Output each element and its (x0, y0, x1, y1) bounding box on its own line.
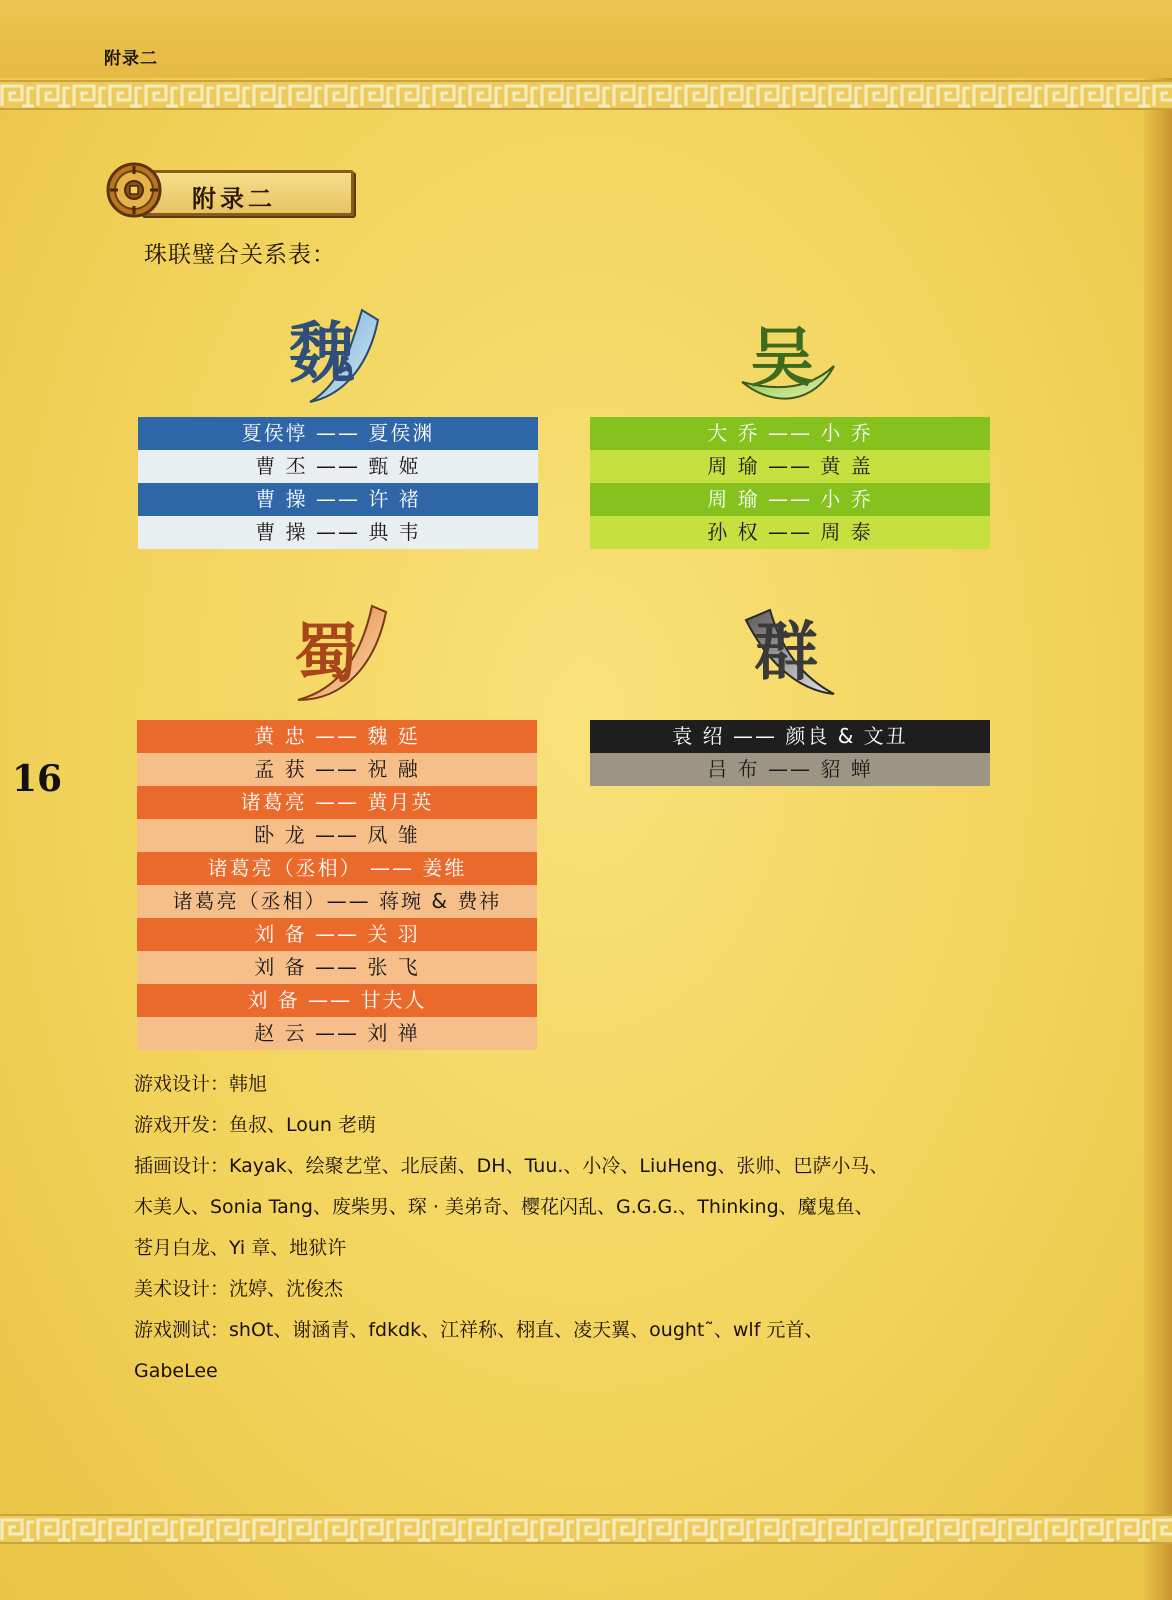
wei-emblem-glyph: 魏 (289, 314, 355, 392)
wu-relation-table (590, 417, 990, 549)
page-spine-edge (1144, 0, 1172, 1600)
table-row: 曹 操 —— 典 韦 (138, 516, 538, 549)
greek-key-border-top (0, 80, 1172, 110)
table-row: 刘 备 —— 甘夫人 (137, 984, 537, 1017)
qun-emblem (726, 590, 846, 710)
table-row: 曹 丕 —— 甄 姬 (138, 450, 538, 483)
table-row: 孟 获 —— 祝 融 (137, 753, 537, 786)
table-row: 诸葛亮 —— 黄月英 (137, 786, 537, 819)
table-row: 周 瑜 —— 小 乔 (590, 483, 990, 516)
page-number: 16 (12, 758, 63, 800)
credit-line: 游戏测试：shOt、谢涵青、fdkdk、江祥称、栩直、凌天翼、ought˜、wlf 元首、 (134, 1319, 824, 1341)
credit-line: GabeLee (134, 1360, 218, 1382)
table-row: 黄 忠 —— 魏 延 (137, 720, 537, 753)
table-row: 诸葛亮（丞相） —— 姜维 (137, 852, 537, 885)
table-row: 诸葛亮（丞相）—— 蒋琬 & 费祎 (137, 885, 537, 918)
credit-line: 游戏设计：韩旭 (134, 1073, 268, 1095)
table-row: 周 瑜 —— 黄 盖 (590, 450, 990, 483)
table-row: 吕 布 —— 貂 蝉 (590, 753, 990, 786)
badge-title: 附录二 (192, 185, 276, 213)
wei-relation-table (138, 417, 538, 549)
section-badge (106, 162, 350, 218)
running-header: 附录二 (104, 49, 158, 69)
shu-emblem (272, 592, 392, 712)
table-row: 夏侯惇 —— 夏侯渊 (138, 417, 538, 450)
table-row: 刘 备 —— 关 羽 (137, 918, 537, 951)
table-row: 大 乔 —— 小 乔 (590, 417, 990, 450)
wei-emblem (270, 290, 390, 410)
qun-relation-table (590, 720, 990, 786)
table-row: 刘 备 —— 张 飞 (137, 951, 537, 984)
credit-line: 木美人、Sonia Tang、废柴男、琛 · 美弟奇、樱花闪乱、G.G.G.、Thinking、魔鬼鱼、 (134, 1196, 874, 1218)
table-row: 赵 云 —— 刘 禅 (137, 1017, 537, 1050)
credits-section (134, 1064, 994, 1392)
credit-line: 游戏开发：鱼叔、Loun 老萌 (134, 1114, 377, 1136)
wu-emblem (724, 296, 844, 416)
table-row: 卧 龙 —— 凤 雏 (137, 819, 537, 852)
wu-emblem-glyph: 吴 (750, 321, 814, 396)
greek-key-border-bottom (0, 1514, 1172, 1544)
credit-line: 美术设计：沈婷、沈俊杰 (134, 1278, 344, 1300)
shu-relation-table (137, 720, 537, 1050)
table-row: 孙 权 —— 周 泰 (590, 516, 990, 549)
table-row: 袁 绍 —— 颜良 & 文丑 (590, 720, 990, 753)
credit-line: 插画设计：Kayak、绘聚艺堂、北辰菌、DH、Tuu.、小冷、LiuHeng、张帅、巴萨小马、 (134, 1155, 889, 1177)
shu-emblem-glyph: 蜀 (294, 617, 358, 692)
table-row: 曹 操 —— 许 褚 (138, 483, 538, 516)
credit-line: 苍月白龙、Yi 章、地狱许 (134, 1237, 347, 1259)
coin-medal-icon (106, 162, 162, 218)
qun-emblem-glyph: 群 (754, 615, 818, 690)
relation-table-title: 珠联璧合关系表： (144, 242, 336, 268)
header-band (0, 0, 1172, 78)
